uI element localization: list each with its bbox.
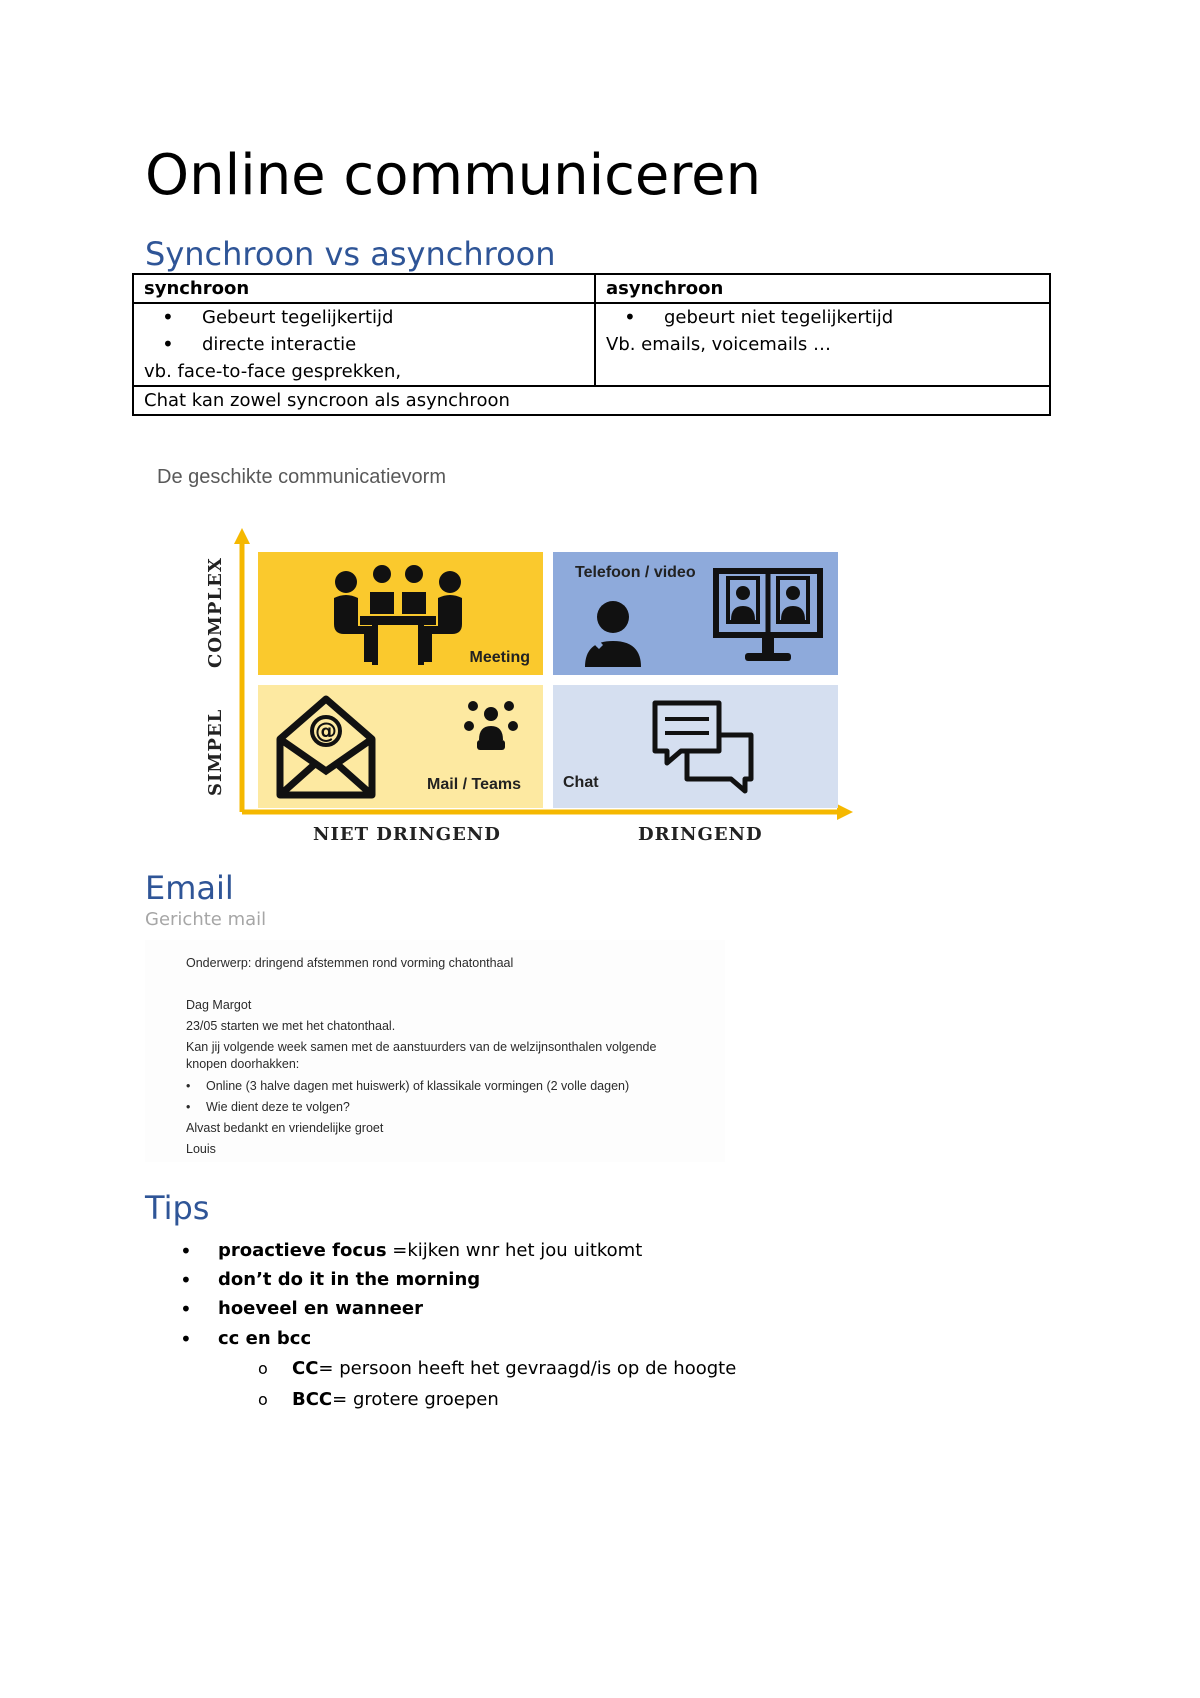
video-call-icon bbox=[713, 568, 823, 668]
table-footer-cell: Chat kan zowel syncroon als asynchroon bbox=[133, 386, 1050, 415]
quadrant-label-meeting: Meeting bbox=[469, 649, 530, 666]
subtip-bold: CC bbox=[292, 1358, 319, 1379]
quadrant-label-phone-video: Telefoon / video bbox=[575, 564, 696, 581]
bullet-glyph: • bbox=[186, 1079, 191, 1093]
list-item: • directe interactie bbox=[202, 331, 584, 358]
list-item: • gebeurt niet tegelijkertijd bbox=[664, 304, 1039, 331]
list-item: • Gebeurt tegelijkertijd bbox=[202, 304, 584, 331]
tip-bold: proactieve focus bbox=[218, 1240, 387, 1261]
tip-bold: don’t do it in the morning bbox=[218, 1269, 481, 1290]
chat-bubbles-icon bbox=[651, 699, 761, 799]
table-footer-row bbox=[133, 386, 1050, 415]
sub-list-item bbox=[292, 1354, 736, 1384]
bullet-glyph: • bbox=[180, 1297, 192, 1321]
section-heading-synchroon: Synchroon vs asynchroon bbox=[145, 235, 556, 273]
email-signature: Louis bbox=[186, 1142, 216, 1156]
meeting-icon bbox=[328, 560, 468, 670]
bullet-list bbox=[606, 304, 1039, 331]
quadrant-label-mail-teams: Mail / Teams bbox=[427, 776, 521, 793]
phone-person-icon bbox=[583, 597, 643, 667]
section-heading-email: Email bbox=[145, 869, 234, 907]
sub-list-item bbox=[292, 1385, 499, 1415]
document-title: Online communiceren bbox=[145, 143, 762, 208]
x-axis-label-dringend: DRINGEND bbox=[638, 824, 763, 845]
section-subheading: Gerichte mail bbox=[145, 909, 267, 930]
quadrant-meeting bbox=[258, 552, 543, 675]
communication-matrix-figure bbox=[145, 460, 865, 850]
quadrant-chat bbox=[553, 685, 838, 808]
subtip-bold: BCC bbox=[292, 1389, 333, 1410]
bullet-glyph: • bbox=[186, 1100, 191, 1114]
table-row bbox=[133, 303, 1050, 386]
sub-bullet-glyph: o bbox=[258, 1359, 268, 1378]
email-bullet: Wie dient deze te volgen? bbox=[206, 1100, 350, 1114]
example-text: Vb. emails, voicemails … bbox=[606, 334, 831, 355]
email-line: 23/05 starten we met het chatonthaal. bbox=[186, 1019, 396, 1033]
table-header-synchroon: synchroon bbox=[133, 274, 595, 303]
x-axis-label-niet-dringend: NIET DRINGEND bbox=[313, 824, 501, 845]
comparison-table bbox=[132, 273, 1051, 416]
email-greeting: Dag Margot bbox=[186, 998, 252, 1012]
bullet-list bbox=[144, 304, 584, 358]
email-line: knopen doorhakken: bbox=[186, 1057, 300, 1071]
table-header-asynchroon: asynchroon bbox=[595, 274, 1050, 303]
envelope-at-icon bbox=[274, 691, 378, 801]
table-header-row bbox=[133, 274, 1050, 303]
list-item bbox=[218, 1324, 311, 1354]
subtip-text: = grotere groepen bbox=[332, 1389, 499, 1410]
quadrant-phone-video bbox=[553, 552, 838, 675]
email-bullet: Online (3 halve dagen met huiswerk) of klassikale vormingen (2 volle dagen) bbox=[206, 1079, 630, 1093]
example-text: vb. face-to-face gesprekken, bbox=[144, 361, 402, 382]
email-subject: Onderwerp: dringend afstemmen rond vorming chatonthaal bbox=[186, 956, 514, 970]
list-item bbox=[218, 1265, 480, 1295]
list-item bbox=[218, 1294, 423, 1324]
email-example bbox=[145, 940, 725, 1162]
table-cell-synchroon bbox=[133, 303, 595, 386]
email-closing: Alvast bedankt en vriendelijke groet bbox=[186, 1121, 384, 1135]
figure-title: De geschikte communicatievorm bbox=[157, 466, 446, 488]
y-axis-label-simpel: SIMPEL bbox=[205, 708, 226, 796]
y-axis-label-complex: COMPLEX bbox=[205, 557, 226, 668]
email-line: Kan jij volgende week samen met de aanstuurders van de welzijnsonthalen volgende bbox=[186, 1040, 657, 1054]
tip-bold: hoeveel en wanneer bbox=[218, 1298, 423, 1319]
quadrant-mail-teams bbox=[258, 685, 543, 808]
team-icon bbox=[461, 694, 521, 754]
tip-bold: cc en bcc bbox=[218, 1328, 312, 1349]
subtip-text: = persoon heeft het gevraagd/is op de hoogte bbox=[318, 1358, 737, 1379]
sub-bullet-glyph: o bbox=[258, 1390, 268, 1409]
svg-text:@: @ bbox=[315, 719, 337, 744]
bullet-glyph: • bbox=[180, 1268, 192, 1292]
bullet-glyph: • bbox=[180, 1327, 192, 1351]
table-cell-asynchroon bbox=[595, 303, 1050, 386]
bullet-glyph: • bbox=[180, 1239, 192, 1263]
section-heading-tips: Tips bbox=[145, 1189, 210, 1227]
list-item bbox=[218, 1236, 642, 1266]
quadrant-label-chat: Chat bbox=[563, 774, 599, 791]
tip-text: =kijken wnr het jou uitkomt bbox=[386, 1240, 643, 1261]
